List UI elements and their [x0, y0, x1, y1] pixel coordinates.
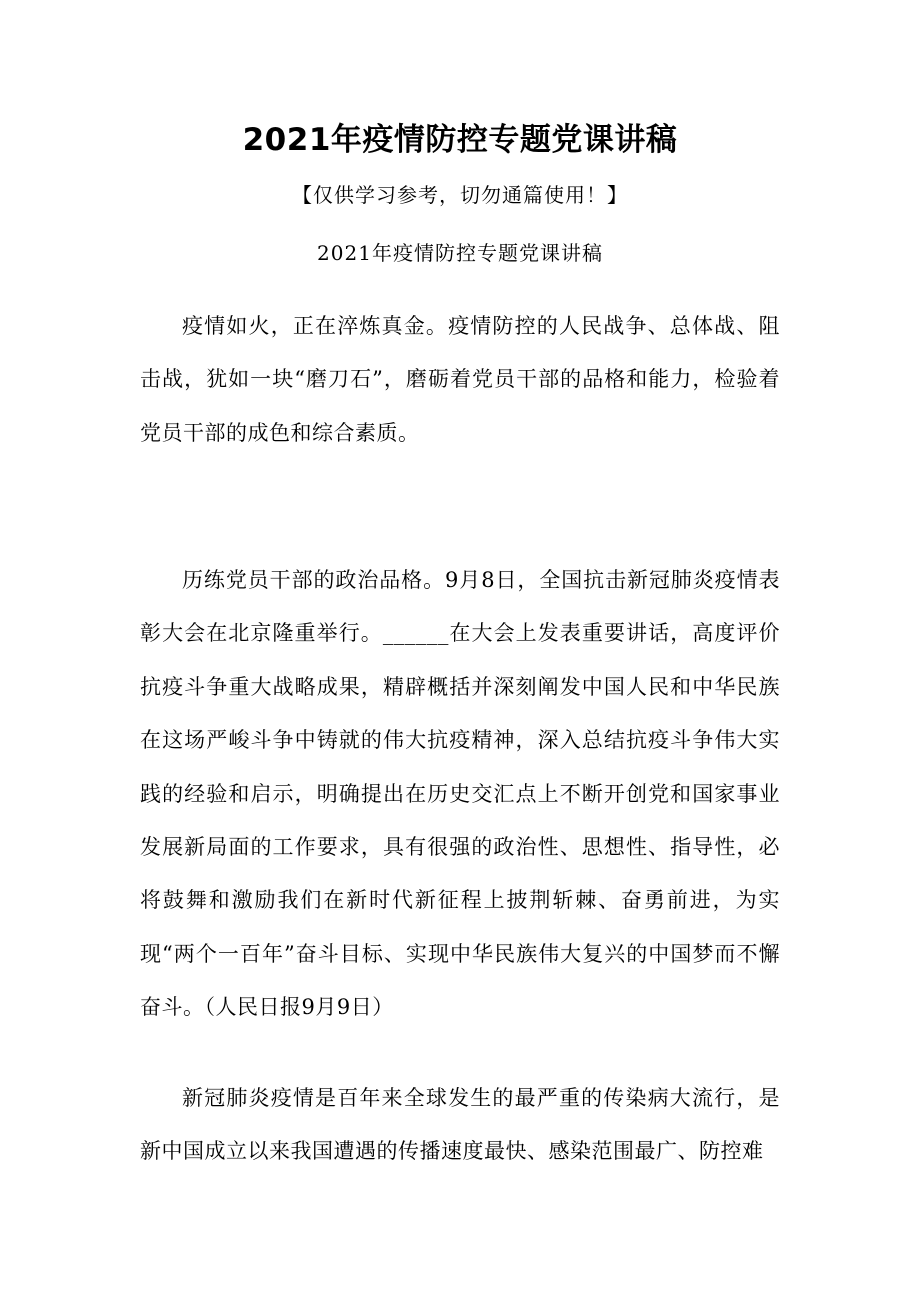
document-title: 2021年疫情防控专题党课讲稿 — [242, 122, 678, 158]
paragraph-pandemic-context: 新冠肺炎疫情是百年来全球发生的最严重的传染病大流行，是新中国成立以来我国遭遇的传播速度最快、感染范围最广、防控难 — [140, 1086, 780, 1164]
document-subtitle: 2021年疫情防控专题党课讲稿 — [317, 241, 603, 265]
paragraph-intro: 疫情如火，正在淬炼真金。疫情防控的人民战争、总体战、阻击战，犹如一块“磨刀石”，磨砺着党员干部的品格和能力，检验着党员干部的成色和综合素质。 — [140, 314, 780, 445]
usage-notice: 【仅供学习参考，切勿通篇使用！】 — [292, 183, 628, 207]
paragraph-political-character: 历练党员干部的政治品格。9月8日，全国抗击新冠肺炎疫情表彰大会在北京隆重举行。______在大会上发表重要讲话，高度评价抗疫斗争重大战略成果，精辟概括并深刻阐发中国人民和中华民族在这场严峻斗争中铸就的伟大抗疫精神，深入总结抗疫斗争伟大实践的经验和启示，明确提出在历史交汇点上不断开创党和国家事业发展新局面的工作要求，具有很强的政治性、思想性、指导性，必将鼓舞和激励我们在新时代新征程上披荆斩棘、奋勇前进，为实现“两个一百年”奋斗目标、实现中华民族伟大复兴的中国梦而不懈奋斗。（人民日报9月9日） — [140, 568, 780, 1020]
